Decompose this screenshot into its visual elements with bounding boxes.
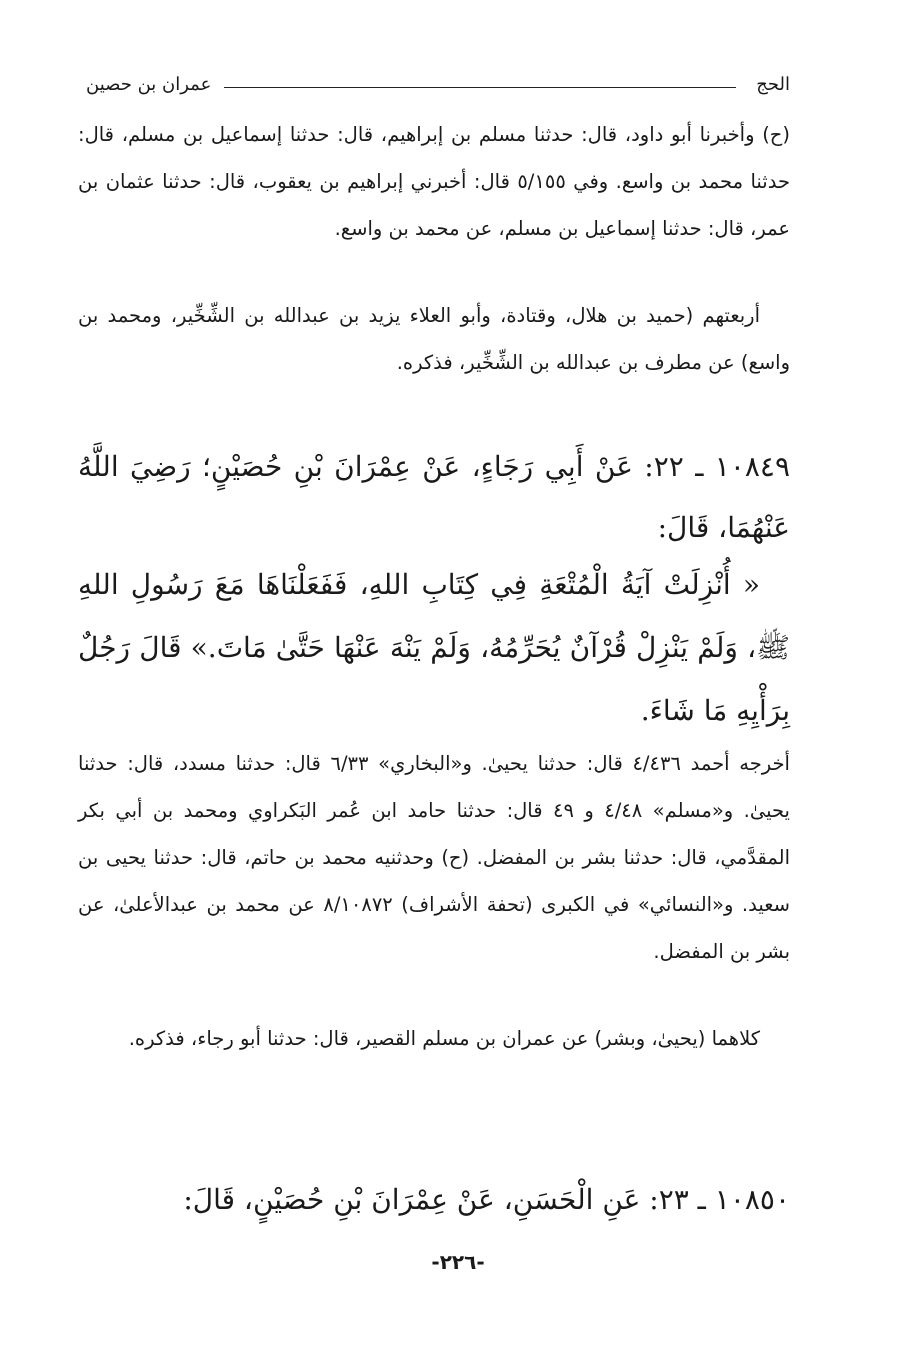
page-number: -٢٢٦- bbox=[431, 1250, 485, 1274]
header-rule bbox=[224, 87, 736, 88]
hadith-23-heading: ١٠٨٥٠ ـ ٢٣: عَنِ الْحَسَنِ، عَنْ عِمْرَانَ بْنِ حُصَيْنٍ، قَالَ: bbox=[183, 1183, 790, 1216]
hadith-22-text: « أُنْزِلَتْ آيَةُ الْمُتْعَةِ فِي كِتَابِ اللهِ، فَفَعَلْنَاهَا مَعَ رَسُولِ اللهِ ﷺ، وَلَمْ يَنْزِلْ قُرْآنٌ يُحَرِّمُهُ، وَلَمْ يَنْهَ عَنْهَا حَتَّىٰ مَاتَ.» قَالَ رَجُلٌ بِرَأْيِهِ مَا شَاءَ. bbox=[78, 568, 790, 727]
running-header bbox=[86, 74, 790, 98]
takhrij-paragraph-2: كلاهما (يحيىٰ، وبشر) عن عمران بن مسلم القصير، قال: حدثنا أبو رجاء، فذكره. bbox=[128, 1027, 760, 1050]
isnad-paragraph-1: (ح) وأخبرنا أبو داود، قال: حدثنا مسلم بن إبراهيم، قال: حدثنا إسماعيل بن مسلم، قال: حدثنا محمد بن واسع. وفي ٥/١٥٥ قال: أخبرني إبراهيم بن يعقوب، قال: حدثنا عثمان بن عمر، قال: حدثنا إسماعيل بن مسلم، عن محمد بن واسع. bbox=[78, 123, 790, 240]
takhrij-paragraph-1: أخرجه أحمد ٤/٤٣٦ قال: حدثنا يحيىٰ. و«البخاري» ٦/٣٣ قال: حدثنا مسدد، قال: حدثنا يحيىٰ. و«مسلم» ٤/٤٨ و ٤٩ قال: حدثنا حامد ابن عُمر البَكراوي ومحمد بن أبي بكر المقدَّمي، قال: حدثنا بشر بن المفضل. (ح) وحدثنيه محمد بن حاتم، قال: حدثنا يحيى بن سعيد. و«النسائي» في الكبرى (تحفة الأشراف) ٨/١٠٨٧٢ عن محمد بن عبدالأعلىٰ، عن بشر بن المفضل. bbox=[78, 752, 790, 963]
section-title: الحج bbox=[756, 74, 790, 95]
chapter-title: عمران بن حصين bbox=[86, 74, 212, 95]
isnad-paragraph-2: أربعتهم (حميد بن هلال، وقتادة، وأبو العلاء يزيد بن عبدالله بن الشِّخِّير، ومحمد بن واسع) عن مطرف بن عبدالله بن الشِّخِّير، فذكره. bbox=[78, 304, 790, 374]
hadith-22-heading: ١٠٨٤٩ ـ ٢٢: عَنْ أَبِي رَجَاءٍ، عَنْ عِمْرَانَ بْنِ حُصَيْنٍ؛ رَضِيَ اللَّهُ عَنْهُمَا، قَالَ: bbox=[78, 450, 790, 544]
